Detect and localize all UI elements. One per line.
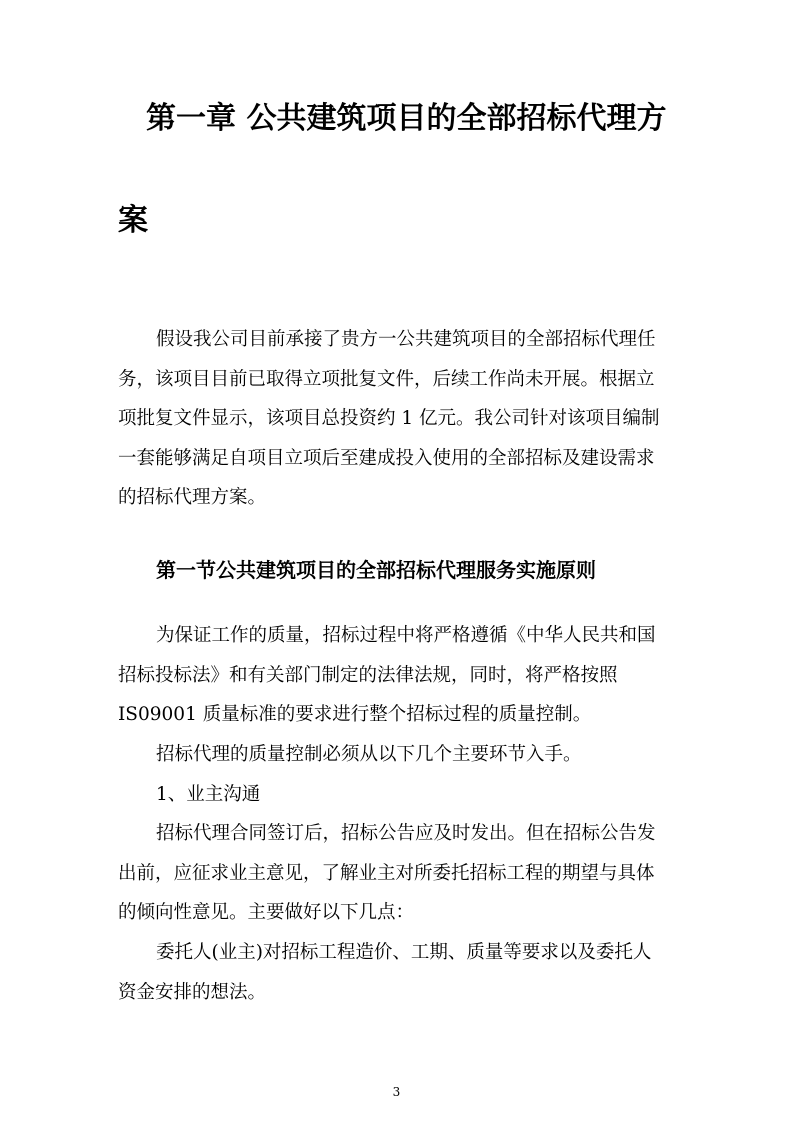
owner-line-2: 出前，应征求业主意见，了解业主对所委托招标工程的期望与具体 <box>118 862 655 884</box>
page-number: 3 <box>392 1085 401 1099</box>
item-heading <box>118 775 678 815</box>
owner-line-3: 的倾向性意见。主要做好以下几点： <box>118 902 415 924</box>
item-heading-owner-communication: 1、业主沟通 <box>156 784 261 805</box>
intro-line-1: 假设我公司目前承接了贵方一公共建筑项目的全部招标代理任 <box>156 329 656 350</box>
owner-line-1: 招标代理合同签订后，招标公告应及时发出。但在招标公告发 <box>156 823 656 844</box>
intro-paragraph <box>118 320 678 518</box>
principle-line-2: 招标投标法》和有关部门制定的法律法规，同时，将严格按照 <box>118 664 618 686</box>
principle-paragraph <box>118 616 678 735</box>
owner-communication-paragraph <box>118 814 678 933</box>
intro-line-3: 项批复文件显示，该项目总投资约 1 亿元。我公司针对该项目编制 <box>118 408 660 430</box>
client-line-1: 委托人(业主)对招标工程造价、工期、质量等要求以及委托人 <box>156 942 652 963</box>
client-requirements-paragraph <box>118 933 678 1012</box>
quality-control-paragraph <box>118 735 678 775</box>
client-line-2: 资金安排的想法。 <box>118 981 267 1003</box>
intro-line-5: 的招标代理方案。 <box>118 487 267 509</box>
chapter-title-line-2: 案 <box>118 203 148 238</box>
quality-control-line: 招标代理的质量控制必须从以下几个主要环节入手。 <box>156 744 582 765</box>
section-title: 第一节公共建筑项目的全部招标代理服务实施原则 <box>156 558 596 582</box>
chapter-title-line-1: 第一章 公共建筑项目的全部招标代理方 <box>146 101 667 136</box>
principle-line-1: 为保证工作的质量，招标过程中将严格遵循《中华人民共和国 <box>156 625 656 646</box>
principle-line-3: IS09001 质量标准的要求进行整个招标过程的质量控制。 <box>118 704 592 726</box>
intro-line-2: 务，该项目目前已取得立项批复文件，后续工作尚未开展。根据立 <box>118 368 655 390</box>
intro-line-4: 一套能够满足自项目立项后至建成投入使用的全部招标及建设需求 <box>118 447 655 469</box>
